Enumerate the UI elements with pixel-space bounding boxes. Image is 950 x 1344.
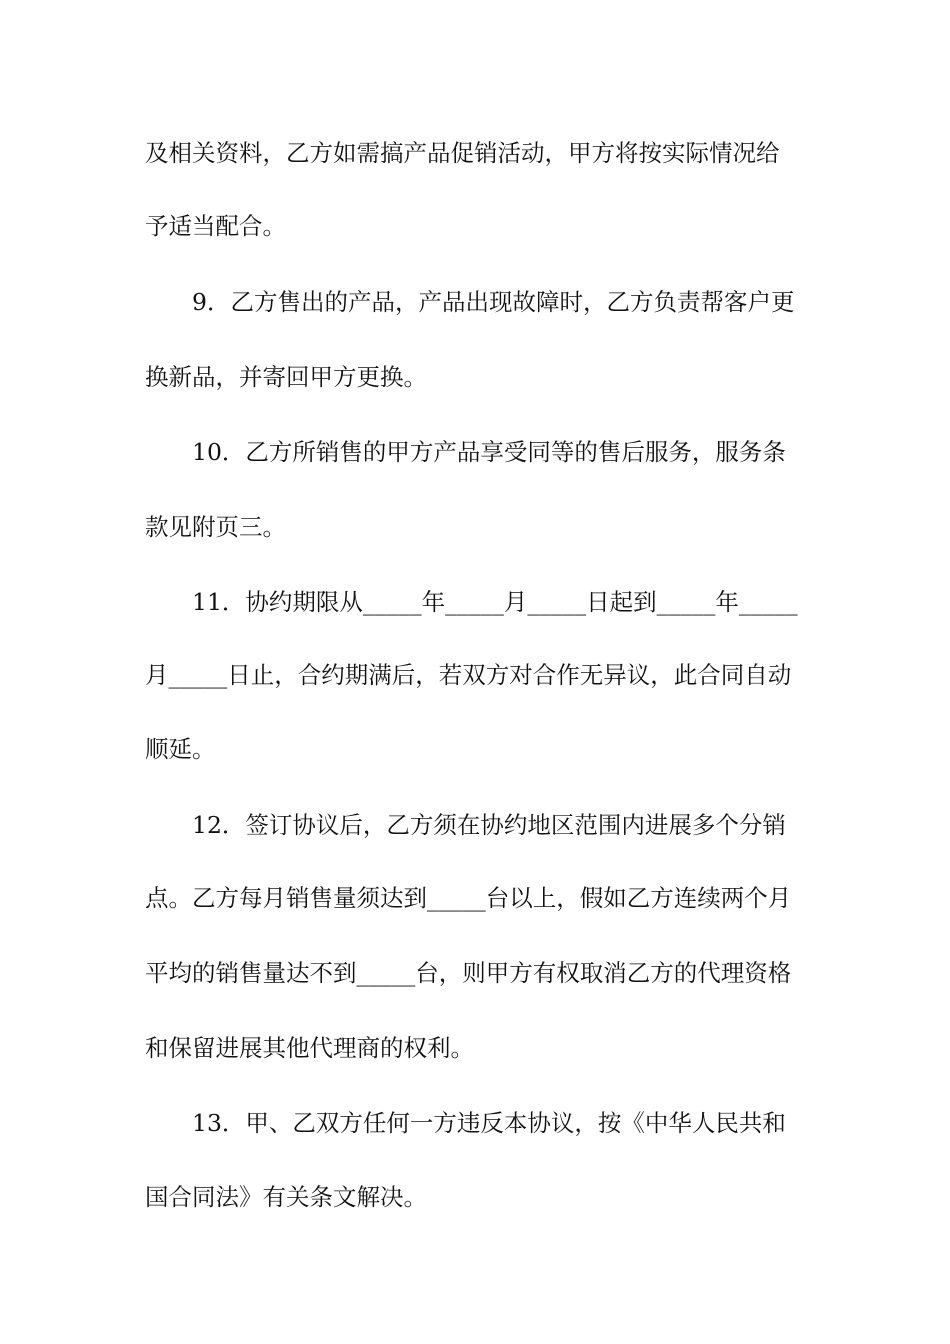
paragraph-line: 和保留进展其他代理商的权利。 [145,1034,474,1062]
clause-13-line: 13．甲、乙双方任何一方违反本协议，按《中华人民共和 [192,1109,786,1137]
paragraph-line: 换新品，并寄回甲方更换。 [145,363,427,391]
paragraph-line: 点。乙方每月销售量须达到_____台以上，假如乙方连续两个月 [145,884,792,912]
paragraph-line: 月_____日止，合约期满后，若双方对合作无异议，此合同自动 [145,661,792,689]
paragraph-line: 及相关资料，乙方如需搞产品促销活动，甲方将按实际情况给 [145,139,780,167]
clause-9-line: 9．乙方售出的产品，产品出现故障时，乙方负责帮客户更 [192,288,795,316]
paragraph-line: 款见附页三。 [145,513,286,541]
clause-10-line: 10．乙方所销售的甲方产品享受同等的售后服务，服务条 [192,438,786,466]
paragraph-line: 国合同法》有关条文解决。 [145,1183,427,1211]
paragraph-line: 予适当配合。 [145,212,286,240]
paragraph-line: 平均的销售量达不到_____台，则甲方有权取消乙方的代理资格 [145,959,792,987]
paragraph-line: 顺延。 [145,735,216,763]
clause-11-line: 11．协约期限从_____年_____月_____日起到_____年_____ [192,588,798,616]
clause-12-line: 12．签订协议后，乙方须在协约地区范围内进展多个分销 [192,811,786,839]
